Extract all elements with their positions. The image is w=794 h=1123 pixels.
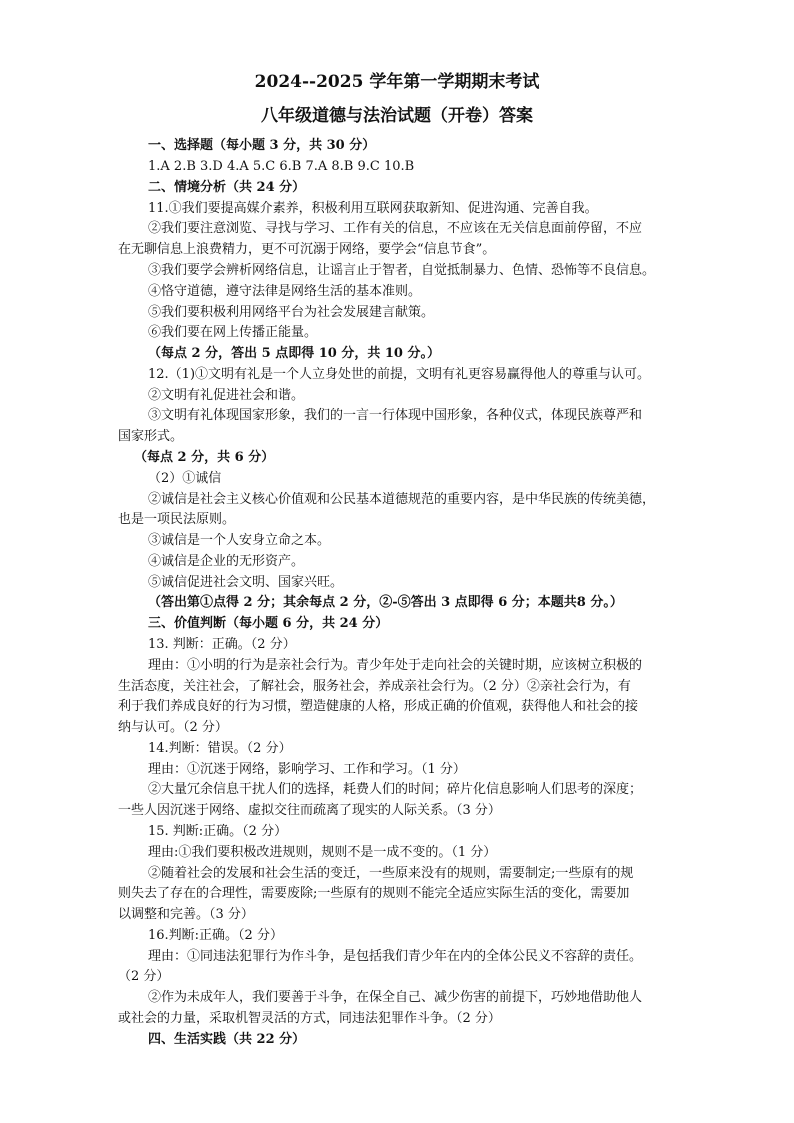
answer-line: ⑥我们要在网上传播正能量。: [148, 325, 318, 340]
section-heading-choice: 一、选择题（每小题 3 分，共 30 分）: [148, 138, 376, 153]
answer-line: 11.①我们要提高媒介素养，积极利用互联网获取新知、促进沟通、完善自我。: [148, 201, 598, 216]
section-heading-practice: 四、生活实践（共 22 分）: [148, 1032, 306, 1047]
answer-line: ⑤诚信促进社会文明、国家兴旺。: [148, 575, 344, 590]
answer-line: 16.判断:正确。（2 分）: [148, 928, 283, 943]
answer-line: 也是一项民法原则。: [118, 512, 236, 527]
answer-line: 12.（1)①文明有礼是一个人立身处世的前提，文明有礼更容易赢得他人的尊重与认可。: [148, 367, 651, 382]
answer-line: ②诚信是社会主义核心价值观和公民基本道德规范的重要内容，是中华民族的传统美德，: [148, 492, 656, 507]
section-heading-situation: 二、情境分析（共 24 分）: [148, 180, 306, 195]
exam-title: 2024--2025 学年第一学期期末考试: [254, 72, 540, 92]
answer-line: 一些人因沉迷于网络、虚拟交往而疏离了现实的人际关系。（3 分）: [118, 803, 501, 818]
answer-line: ②随着社会的发展和社会生活的变迁，一些原来没有的规则，需要制定;一些原有的规: [148, 866, 634, 881]
answer-line: ③文明有礼体现国家形象，我们的一言一行体现中国形象，各种仪式，体现民族尊严和: [148, 408, 643, 423]
answer-line: ②大量冗余信息干扰人们的选择，耗费人们的时间；碎片化信息影响人们思考的深度；: [148, 782, 643, 797]
answer-line: 理由：①小明的行为是亲社会行为。青少年处于走向社会的关键时期，应该树立积极的: [148, 658, 643, 673]
answer-line: ④诚信是企业的无形资产。: [148, 554, 305, 569]
answer-line: 国家形式。: [118, 429, 184, 444]
answer-line: 理由：①沉迷于网络，影响学习、工作和学习。（1 分）: [148, 762, 466, 777]
answer-line: 则失去了存在的合理性，需要废除;一些原有的规则不能完全适应实际生活的变化，需要加: [118, 886, 630, 901]
answer-line: 利于我们养成良好的行为习惯，塑造健康的人格，形成正确的价值观，获得他人和社会的接: [118, 699, 639, 714]
answer-line: 以调整和完善。（3 分）: [118, 907, 254, 922]
answer-line: 在无聊信息上浪费精力，更不可沉溺于网络，要学会“信息节食”。: [118, 242, 496, 257]
answer-line: ⑤我们要积极利用网络平台为社会发展建言献策。: [148, 305, 435, 320]
answer-line: ②文明有礼促进社会和谐。: [148, 388, 305, 403]
answer-line: 生活态度，关注社会，了解社会，服务社会，养成亲社会行为。（2 分）②亲社会行为，有: [118, 679, 631, 694]
answer-line: 理由:①我们要积极改进规则，规则不是一成不变的。（1 分）: [148, 845, 497, 860]
scoring-note: （每点 2 分，答出 5 点即得 10 分，共 10 分。）: [148, 346, 440, 361]
answer-line: （2 分）: [118, 969, 170, 984]
scoring-note: （答出第①点得 2 分；其余每点 2 分，②-⑤答出 3 点即得 6 分；本题共8 分。）: [148, 595, 623, 610]
choice-answers: 1.A 2.B 3.D 4.A 5.C 6.B 7.A 8.B 9.C 10.B: [148, 159, 415, 174]
answer-line: 纳与认可。（2 分）: [118, 720, 228, 735]
answer-line: ③我们要学会辨析网络信息，让谣言止于智者，自觉抵制暴力、色情、恐怖等不良信息。: [148, 263, 656, 278]
answer-line: 或社会的力量，采取机智灵活的方式，同违法犯罪作斗争。（2 分）: [118, 1011, 501, 1026]
answer-line: 15. 判断:正确。（2 分）: [148, 824, 288, 839]
section-heading-judgment: 三、价值判断（每小题 6 分，共 24 分）: [148, 616, 389, 631]
answer-line: 理由：①同违法犯罪行为作斗争，是包括我们青少年在内的全体公民义不容辞的责任。: [148, 949, 643, 964]
answer-line: ②我们要注意浏览、寻找与学习、工作有关的信息，不应该在无关信息面前停留，不应: [148, 221, 643, 236]
answer-line: 13. 判断：正确。（2 分）: [148, 637, 296, 652]
answer-line: ②作为未成年人，我们要善于斗争，在保全自己、减少伤害的前提下，巧妙地借助他人: [148, 990, 643, 1005]
answer-line: ③诚信是一个人安身立命之本。: [148, 533, 331, 548]
scoring-note: （每点 2 分，共 6 分）: [134, 450, 275, 465]
answer-line: （2）①诚信: [148, 471, 222, 486]
answer-line: 14.判断：错误。（2 分）: [148, 741, 292, 756]
answer-line: ④恪守道德，遵守法律是网络生活的基本准则。: [148, 284, 422, 299]
exam-subtitle: 八年级道德与法治试题（开卷）答案: [261, 106, 533, 126]
